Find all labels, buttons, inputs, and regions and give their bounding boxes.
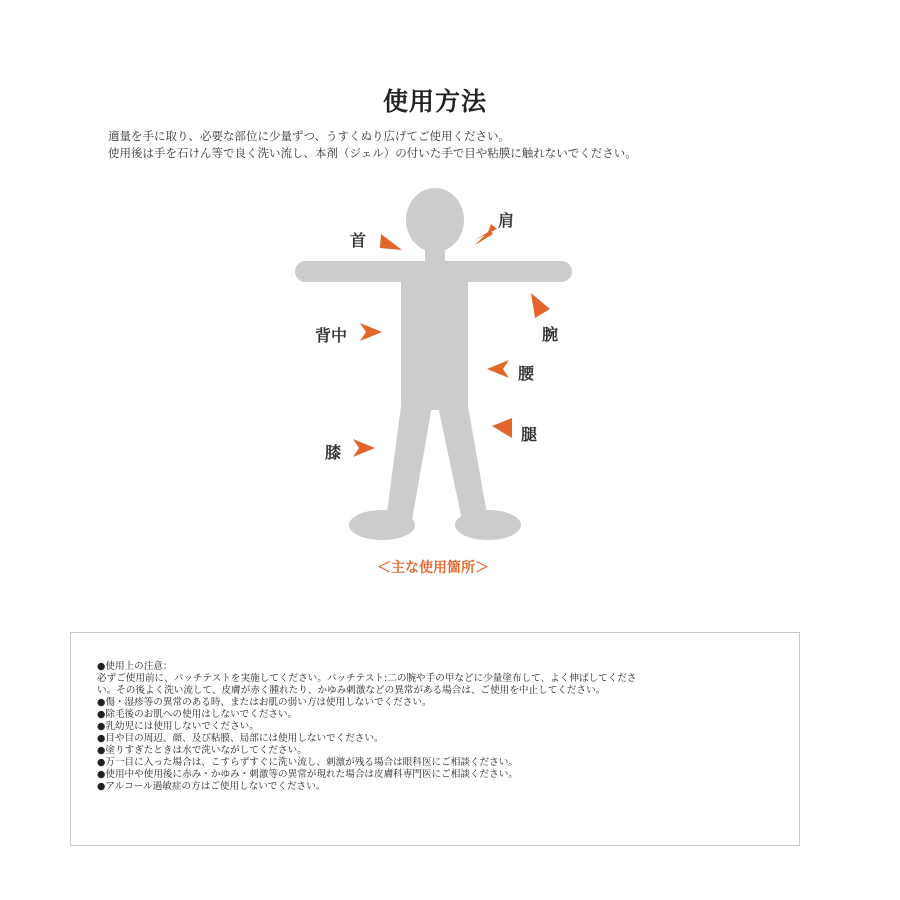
precaution-line: ●乳幼児には使用しないでください。 [97,721,259,732]
precaution-line: ●目や目の周辺、顔、及び粘膜、局部には使用しないでください。 [97,733,384,744]
label-thigh: 腿 [521,425,538,444]
precautions-box [70,632,800,846]
diagram-caption: ＜主な使用箇所＞ [377,560,489,576]
precautions-text [97,661,637,793]
precaution-line: い。その後よく洗い流して、皮膚が赤く腫れたり、かゆみ刺激などの異常がある場合は、ご使用を中止してください。 [97,685,606,696]
label-neck: 首 [350,231,367,250]
neck-shape [425,242,445,264]
neck-arrow-icon [380,234,402,250]
precaution-line: ●使用中や使用後に赤み・かゆみ・刺激等の異常が現れた場合は皮膚科専門医にご相談ください。 [97,769,518,780]
back-arrow-icon [360,323,382,341]
left-leg-shape [386,406,432,520]
knee-arrow-icon [353,439,375,457]
left-foot-shape [349,510,415,540]
precaution-line: ●万一目に入った場合は、こすらずすぐに洗い流し、刺激が残る場合は眼科医にご相談ください。 [97,757,518,768]
precaution-line: 必ずご使用前に、パッチテストを実施してください。パッチテスト:二の腕や手の甲などに少量塗布して、よく伸ばしてくださ [97,673,637,684]
right-leg-shape [438,406,488,520]
torso-shape [401,268,468,410]
instruction-line: 使用後は手を石けん等で良く洗い流し、本剤（ジェル）の付いた手で目や粘膜に触れないでください。 [108,146,637,160]
instruction-line: 適量を手に取り、必要な部位に少量ずつ、うすくぬり広げてご使用ください。 [108,129,511,143]
precaution-heading: ●使用上の注意： [97,661,173,672]
label-waist: 腰 [518,364,535,383]
precaution-line: ●除毛後のお肌への使用はしないでください。 [97,709,298,720]
label-shoulder: 肩 [498,211,515,230]
waist-arrow-icon [487,360,509,378]
precaution-line: ●塗りすぎたときは水で洗いながしてください。 [97,745,307,756]
instructions [108,128,637,162]
label-knee: 膝 [325,443,342,462]
thigh-arrow-icon [492,418,512,438]
precaution-line: ●アルコール過敏症の方はご使用しないでください。 [97,781,326,792]
precaution-line: ●傷・湿疹等の異常のある時、またはお肌の弱い方は使用しないでください。 [97,697,432,708]
arm-arrow-icon [531,293,550,318]
body-diagram [290,180,590,555]
page-title: 使用方法 [382,87,487,116]
label-arm: 腕 [542,325,559,344]
right-foot-shape [455,510,521,540]
label-back: 背中 [315,326,348,345]
human-figure-illustration [290,180,590,555]
